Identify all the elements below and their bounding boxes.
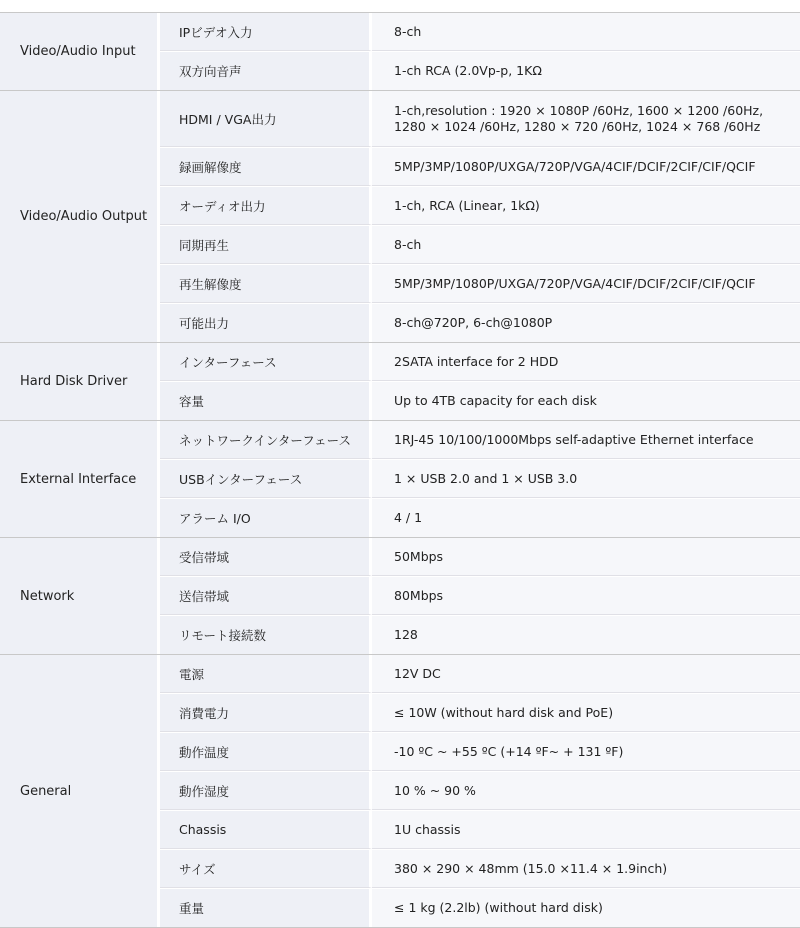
spec-label: HDMI / VGA出力 (160, 91, 372, 147)
spec-value: 5MP/3MP/1080P/UXGA/720P/VGA/4CIF/DCIF/2CIF/CIF/QCIF (372, 148, 800, 186)
spec-row (160, 810, 800, 849)
spec-label: 同期再生 (160, 226, 372, 264)
spec-value: 1-ch, RCA (Linear, 1kΩ) (372, 187, 800, 225)
spec-value: ≤ 10W (without hard disk and PoE) (372, 694, 800, 732)
spec-group-network (0, 538, 800, 655)
spec-row (160, 771, 800, 810)
spec-row (160, 51, 800, 90)
spec-value: 50Mbps (372, 538, 800, 576)
spec-row (160, 732, 800, 771)
spec-row (160, 498, 800, 537)
spec-row (160, 343, 800, 381)
spec-value: 4 / 1 (372, 499, 800, 537)
spec-row (160, 849, 800, 888)
spec-value: 8-ch@720P, 6-ch@1080P (372, 304, 800, 342)
spec-label: 動作温度 (160, 733, 372, 771)
spec-label: 容量 (160, 382, 372, 420)
spec-group-hard-disk-driver (0, 343, 800, 421)
spec-label: 消費電力 (160, 694, 372, 732)
spec-row (160, 576, 800, 615)
spec-row (160, 91, 800, 147)
spec-row (160, 186, 800, 225)
spec-label: ネットワークインターフェース (160, 421, 372, 459)
spec-group-video-audio-input (0, 12, 800, 91)
spec-label: 録画解像度 (160, 148, 372, 186)
spec-label: 可能出力 (160, 304, 372, 342)
spec-value: 128 (372, 616, 800, 654)
spec-label: 送信帯域 (160, 577, 372, 615)
spec-row (160, 303, 800, 342)
spec-group-external-interface (0, 421, 800, 538)
spec-label: サイズ (160, 850, 372, 888)
spec-value: 1-ch RCA (2.0Vp-p, 1KΩ (372, 52, 800, 90)
spec-label: Chassis (160, 811, 372, 849)
spec-value: 12V DC (372, 655, 800, 693)
spec-row (160, 693, 800, 732)
spec-label: リモート接続数 (160, 616, 372, 654)
spec-value: 5MP/3MP/1080P/UXGA/720P/VGA/4CIF/DCIF/2CIF/CIF/QCIF (372, 265, 800, 303)
spec-label: 双方向音声 (160, 52, 372, 90)
spec-row (160, 538, 800, 576)
spec-value: Up to 4TB capacity for each disk (372, 382, 800, 420)
spec-value: 1-ch,resolution : 1920 × 1080P /60Hz, 1600 × 1200 /60Hz, 1280 × 1024 /60Hz, 1280 × 720 /60Hz, 1024 × 768 /60Hz (372, 91, 800, 147)
spec-value: -10 ºC ~ +55 ºC (+14 ºF~ + 131 ºF) (372, 733, 800, 771)
spec-value: 380 × 290 × 48mm (15.0 ×11.4 × 1.9inch) (372, 850, 800, 888)
spec-label: USBインターフェース (160, 460, 372, 498)
spec-row (160, 459, 800, 498)
spec-value: 8-ch (372, 13, 800, 51)
spec-label: 重量 (160, 889, 372, 927)
category-label: Network (0, 538, 160, 654)
spec-value: 1 × USB 2.0 and 1 × USB 3.0 (372, 460, 800, 498)
spec-label: IPビデオ入力 (160, 13, 372, 51)
spec-row (160, 225, 800, 264)
spec-value: 1RJ-45 10/100/1000Mbps self-adaptive Ethernet interface (372, 421, 800, 459)
spec-label: オーディオ出力 (160, 187, 372, 225)
spec-label: 動作湿度 (160, 772, 372, 810)
category-label: Video/Audio Input (0, 13, 160, 90)
spec-table (0, 12, 800, 928)
spec-row (160, 13, 800, 51)
category-label: Video/Audio Output (0, 91, 160, 342)
spec-value: 10 % ~ 90 % (372, 772, 800, 810)
spec-group-video-audio-output (0, 91, 800, 343)
spec-label: アラーム I/O (160, 499, 372, 537)
spec-label: 再生解像度 (160, 265, 372, 303)
spec-row (160, 615, 800, 654)
spec-label: インターフェース (160, 343, 372, 381)
spec-row (160, 655, 800, 693)
spec-label: 電源 (160, 655, 372, 693)
spec-row (160, 147, 800, 186)
spec-value: ≤ 1 kg (2.2lb) (without hard disk) (372, 889, 800, 927)
category-label: General (0, 655, 160, 927)
spec-value: 80Mbps (372, 577, 800, 615)
spec-group-general (0, 655, 800, 928)
spec-row (160, 888, 800, 927)
spec-label: 受信帯域 (160, 538, 372, 576)
category-label: External Interface (0, 421, 160, 537)
category-label: Hard Disk Driver (0, 343, 160, 420)
spec-value: 8-ch (372, 226, 800, 264)
spec-row (160, 264, 800, 303)
spec-row (160, 421, 800, 459)
spec-value: 2SATA interface for 2 HDD (372, 343, 800, 381)
spec-row (160, 381, 800, 420)
spec-value: 1U chassis (372, 811, 800, 849)
